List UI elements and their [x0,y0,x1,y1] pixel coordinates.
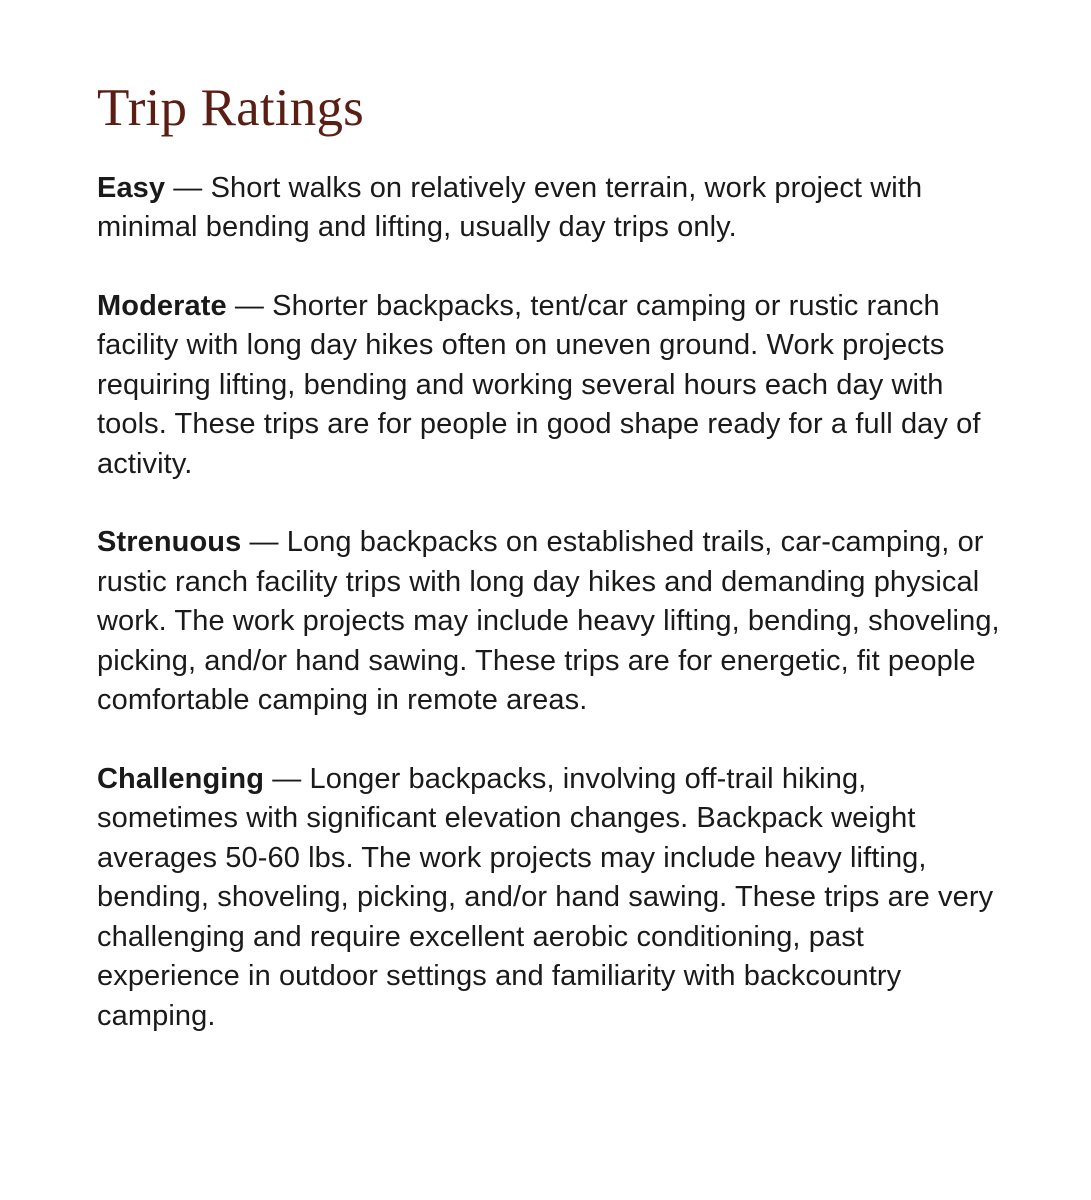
rating-easy [97,169,1012,248]
rating-separator: — [165,171,211,204]
rating-strenuous [97,523,1012,721]
rating-separator: — [264,762,310,795]
rating-challenging [97,760,1012,1037]
rating-moderate [97,287,1012,485]
rating-term: Challenging [97,762,265,795]
rating-description: Shorter backpacks, tent/car camping or rustic ranch facility with long day hikes often on uneven ground. Work projects requiring lifting, bending and working several hours each day with tools. These trips are for people in good shape ready for a full day of activity. [97,289,981,480]
trip-ratings-panel [97,78,1012,1075]
rating-description: Long backpacks on established trails, car-camping, or rustic ranch facility trips with long day hikes and demanding physical work. The work projects may include heavy lifting, bending, shoveling, picking, and/or hand sawing. These trips are for energetic, fit people comfortable camping in remote areas. [97,526,1000,717]
rating-description: Short walks on relatively even terrain, work project with minimal bending and lifting, usually day trips only. [97,171,923,244]
page-title: Trip Ratings [97,79,364,137]
rating-separator: — [241,526,287,559]
rating-separator: — [226,289,273,322]
rating-term: Easy [97,171,166,204]
rating-term: Moderate [97,289,227,322]
rating-term: Strenuous [97,526,242,559]
rating-description: Longer backpacks, involving off-trail hiking, sometimes with significant elevation changes. Backpack weight averages 50-60 lbs. The work projects may include heavy lifting, bending, shoveling, picking, and/or hand sawing. These trips are very challenging and require excellent aerobic conditioning, past experience in outdoor settings and familiarity with backcountry camping. [97,762,994,1032]
